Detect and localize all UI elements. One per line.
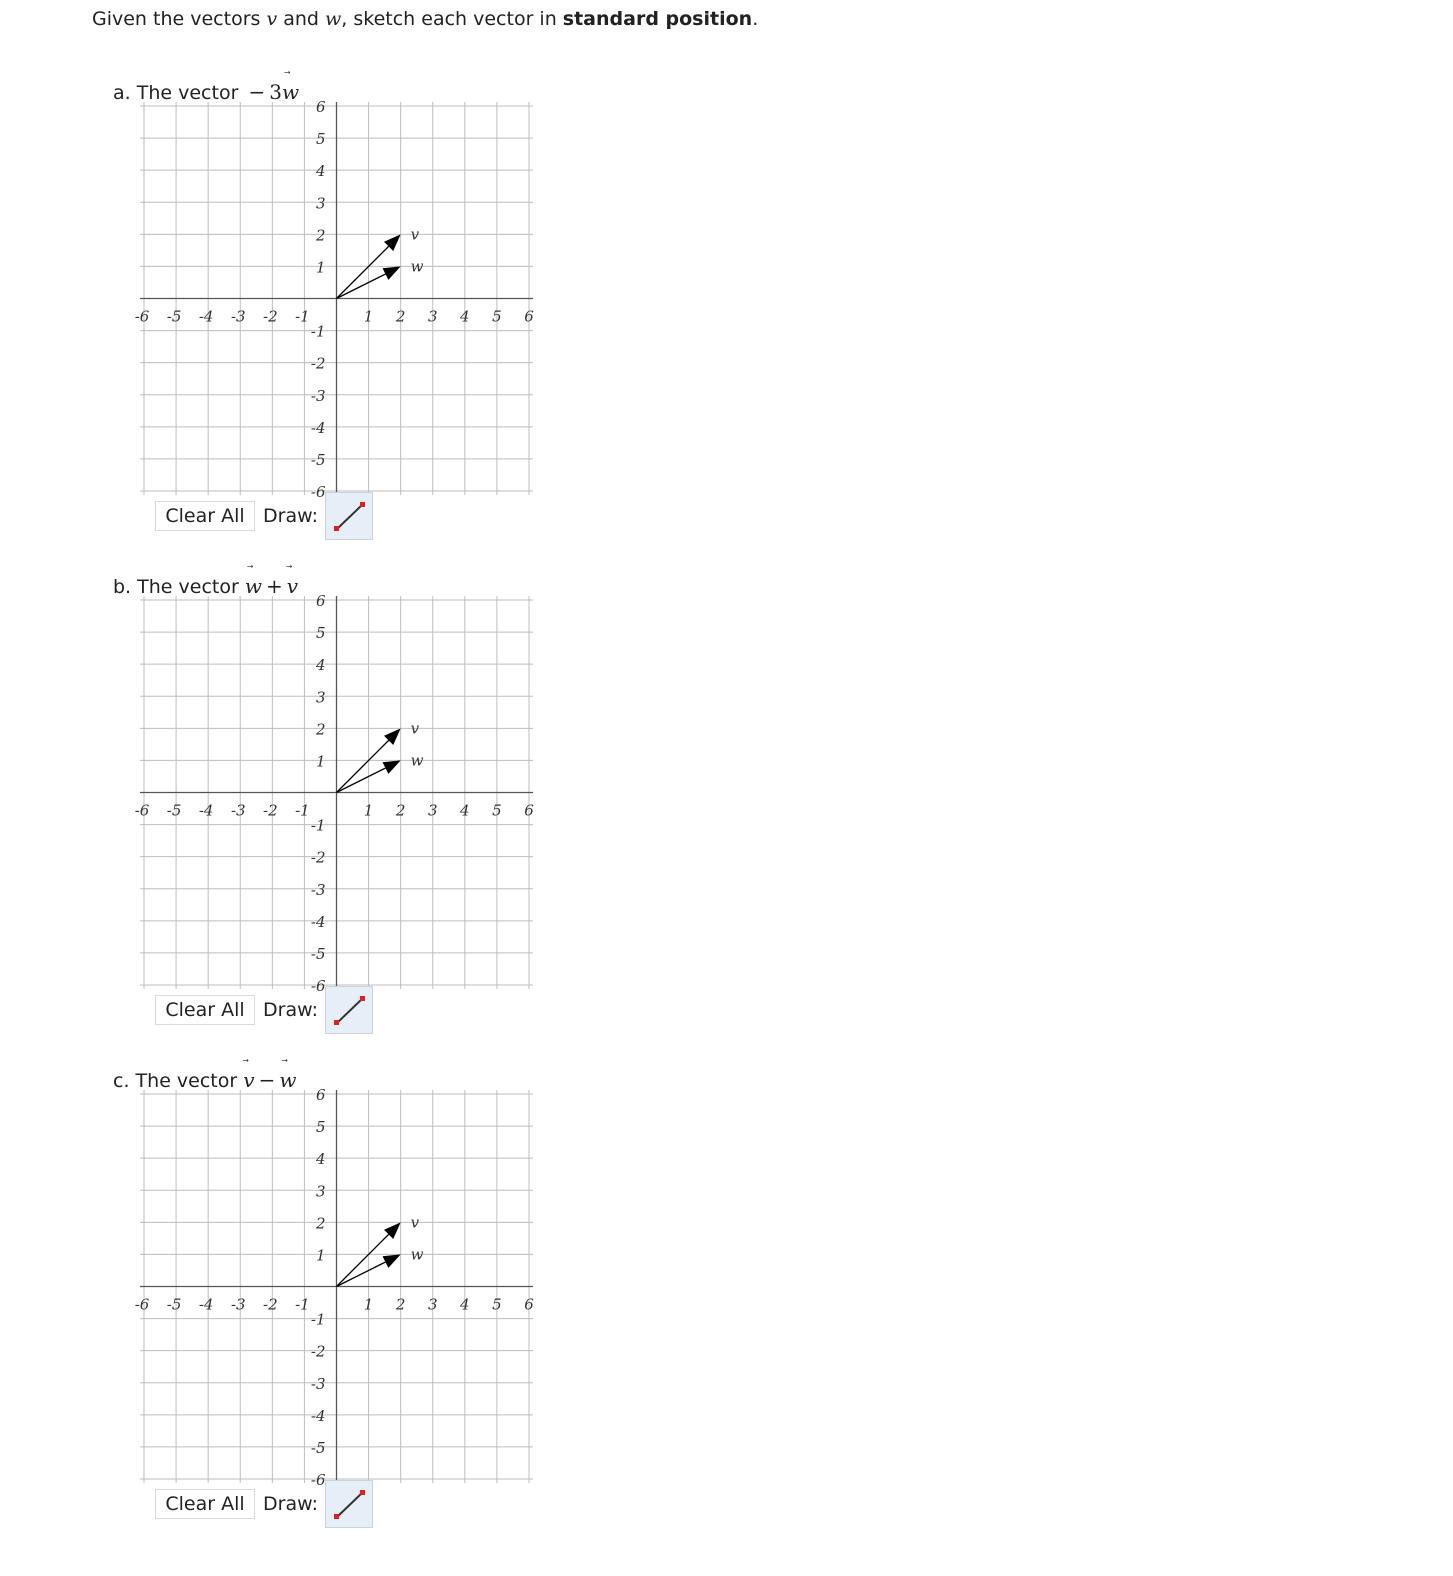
vector-w-line	[337, 1262, 386, 1286]
y-tick-label: -5	[310, 450, 326, 469]
coordinate-graph[interactable]	[134, 98, 535, 501]
y-tick-label: 1	[315, 1246, 326, 1265]
line-vector-tool-icon	[326, 987, 374, 1035]
y-tick-label: 4	[315, 1150, 326, 1169]
y-tick-label: 3	[315, 688, 326, 707]
x-tick-label: -4	[198, 307, 214, 326]
x-tick-label: 5	[492, 307, 502, 326]
vector-v-label: v	[410, 225, 420, 244]
y-tick-label: -2	[310, 848, 326, 867]
draw-label: Draw:	[263, 505, 318, 527]
y-tick-label: 6	[315, 1086, 326, 1104]
y-tick-label: -3	[310, 1374, 326, 1393]
y-tick-label: -4	[310, 912, 326, 931]
x-tick-label: -5	[166, 801, 182, 820]
operator: −	[248, 80, 266, 104]
vector-v-symbol: v	[266, 8, 278, 30]
x-tick-label: 6	[524, 1295, 534, 1314]
x-tick-label: -6	[134, 307, 150, 326]
question-section-c	[0, 1068, 700, 1562]
y-tick-label: 2	[315, 1214, 326, 1233]
y-tick-label: 5	[315, 130, 326, 149]
vector-w-arrowhead	[383, 1254, 401, 1267]
vector-w-symbol: w	[279, 1068, 297, 1092]
y-tick-label: -4	[310, 418, 326, 437]
vector-w-arrowhead	[383, 760, 401, 773]
y-tick-label: -5	[310, 944, 326, 963]
y-tick-label: -3	[310, 880, 326, 899]
y-tick-label: 3	[315, 1182, 326, 1201]
operator: −	[258, 1068, 276, 1092]
y-tick-label: 4	[315, 162, 326, 181]
x-tick-label: -5	[166, 1295, 182, 1314]
question-label: c. The vector v − w	[113, 1068, 297, 1092]
vector-v-symbol: v	[243, 1068, 255, 1092]
draw-label: Draw:	[263, 999, 318, 1021]
x-tick-label: -1	[295, 1295, 310, 1314]
x-tick-label: 3	[427, 307, 438, 326]
x-tick-label: 5	[492, 1295, 502, 1314]
x-tick-label: 1	[363, 307, 374, 326]
x-tick-label: 2	[395, 801, 406, 820]
y-tick-label: -1	[310, 322, 326, 341]
question-label: a. The vector − 3w	[113, 80, 300, 104]
x-tick-label: -4	[198, 801, 214, 820]
y-tick-label: -5	[310, 1438, 326, 1457]
x-tick-label: 1	[363, 1295, 374, 1314]
x-tick-label: -3	[230, 307, 246, 326]
y-tick-label: 1	[315, 258, 326, 277]
x-tick-label: 1	[363, 801, 374, 820]
operator: +	[265, 574, 283, 598]
clear-all-button[interactable]: Clear All	[155, 995, 255, 1025]
line-vector-tool-icon	[326, 1481, 374, 1529]
instructions: Given the vectors v and w , sketch each vector in standard position.	[92, 8, 759, 30]
vector-tool-button[interactable]	[325, 986, 373, 1034]
x-tick-label: -5	[166, 307, 182, 326]
question-section-b	[0, 574, 700, 1068]
x-tick-label: -2	[263, 307, 278, 326]
y-tick-label: -6	[310, 977, 326, 995]
vector-tool-button[interactable]	[325, 492, 373, 540]
x-tick-label: -6	[134, 801, 150, 820]
x-tick-label: 5	[492, 801, 502, 820]
y-tick-label: -2	[310, 354, 326, 373]
question-label: b. The vector w + v	[113, 574, 299, 598]
y-tick-label: -1	[310, 816, 326, 835]
vector-v-line	[337, 246, 389, 298]
y-tick-label: -3	[310, 386, 326, 405]
vector-v-symbol: v	[286, 574, 299, 598]
question-section-a	[0, 80, 700, 574]
x-tick-label: 2	[395, 1295, 406, 1314]
x-tick-label: -2	[263, 1295, 278, 1314]
y-tick-label: -6	[310, 483, 326, 501]
vector-w-symbol: w	[244, 574, 262, 598]
vector-w-symbol: w	[281, 80, 300, 104]
y-tick-label: 5	[315, 1118, 326, 1137]
vector-w-symbol: w	[325, 8, 342, 30]
y-tick-label: -2	[310, 1342, 326, 1361]
x-tick-label: 3	[427, 801, 438, 820]
y-tick-label: 4	[315, 656, 326, 675]
y-tick-label: -6	[310, 1471, 326, 1489]
x-tick-label: 4	[460, 307, 470, 326]
y-tick-label: 2	[315, 226, 326, 245]
x-tick-label: 6	[524, 801, 534, 820]
y-tick-label: 6	[315, 592, 326, 610]
line-vector-tool-icon	[326, 493, 374, 541]
x-tick-label: -1	[295, 801, 310, 820]
draw-label: Draw:	[263, 1493, 318, 1515]
y-tick-label: 5	[315, 624, 326, 643]
x-tick-label: -3	[230, 801, 246, 820]
clear-all-button[interactable]: Clear All	[155, 1489, 255, 1519]
vector-w-label: w	[410, 257, 424, 276]
x-tick-label: 4	[460, 801, 470, 820]
vector-tool-button[interactable]	[325, 1480, 373, 1528]
y-tick-label: 3	[315, 194, 326, 213]
x-tick-label: 6	[524, 307, 534, 326]
vector-v-label: v	[410, 1213, 420, 1232]
x-tick-label: -6	[134, 1295, 150, 1314]
vector-w-label: w	[410, 1245, 424, 1264]
x-tick-label: 3	[427, 1295, 438, 1314]
y-tick-label: 1	[315, 752, 326, 771]
vector-w-line	[337, 274, 386, 298]
standard-position-text: standard position	[562, 8, 753, 30]
x-tick-label: 2	[395, 307, 406, 326]
vector-v-label: v	[410, 719, 420, 738]
y-tick-label: -1	[310, 1310, 326, 1329]
y-tick-label: 6	[315, 98, 326, 116]
scalar: 3	[269, 80, 282, 104]
vector-w-label: w	[410, 751, 424, 770]
vector-w-arrowhead	[383, 266, 401, 279]
x-tick-label: 4	[460, 1295, 470, 1314]
x-tick-label: -3	[230, 1295, 246, 1314]
y-tick-label: 2	[315, 720, 326, 739]
vector-v-line	[337, 1234, 389, 1286]
x-tick-label: -1	[295, 307, 310, 326]
coordinate-graph[interactable]	[134, 592, 535, 995]
vector-v-line	[337, 740, 389, 792]
y-tick-label: -4	[310, 1406, 326, 1425]
x-tick-label: -2	[263, 801, 278, 820]
clear-all-button[interactable]: Clear All	[155, 501, 255, 531]
x-tick-label: -4	[198, 1295, 214, 1314]
coordinate-graph[interactable]	[134, 1086, 535, 1489]
vector-w-line	[337, 768, 386, 792]
